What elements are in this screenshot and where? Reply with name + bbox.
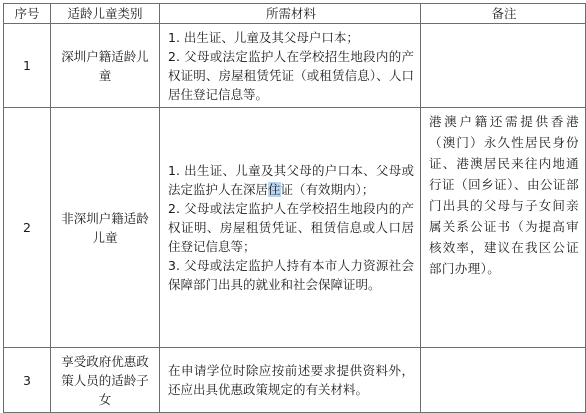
material-item — [168, 161, 414, 199]
material-text: 证（有效期内）； — [280, 182, 375, 197]
row-number: 1 — [4, 24, 51, 108]
header-no: 序号 — [4, 4, 51, 24]
row-number: 3 — [4, 348, 51, 413]
row-note-cell — [421, 108, 586, 348]
material-item: 在申请学位时除应按前述要求提供资料外，还应出具优惠政策规定的有关材料。 — [168, 363, 414, 397]
header-notes: 备注 — [421, 4, 586, 24]
material-item: 2. 父母或法定监护人在学校招生地段内的产权证明、房屋租赁凭证（或租赁信息）、人口居住登记信息等。 — [168, 48, 414, 102]
material-item: 2. 父母或法定监护人在学校招生地段内的产权证明、房屋租赁凭证、租赁信息或人口居住登记信息等； — [168, 201, 414, 254]
row-note: 港澳户籍还需提供香港（澳门）永久性居民身份证、港澳居民来往内地通行证（回乡证）、由公证部门出具的父母与子女间亲属关系公证书（为提高审核效率，建议在我区公证部门办理）。 — [429, 114, 579, 276]
text-selection-highlight[interactable]: 住 — [268, 182, 281, 197]
row-materials — [160, 24, 421, 108]
row-type: 深圳户籍适龄儿童 — [61, 48, 149, 83]
document-table-container — [3, 3, 579, 413]
row-materials — [160, 108, 421, 348]
material-text: 1. 出生证、儿童及其父母的户口本、父母或法定监护人在深居 — [168, 163, 414, 197]
table-row — [4, 108, 586, 348]
row-type: 享受政府优惠政策人员的适龄子女 — [61, 353, 149, 407]
row-type-cell — [51, 348, 160, 413]
enrollment-materials-table — [3, 3, 586, 413]
table-row — [4, 24, 586, 108]
row-type: 非深圳户籍适龄儿童 — [61, 210, 149, 245]
row-note — [421, 24, 586, 108]
header-materials: 所需材料 — [160, 4, 421, 24]
table-header-row — [4, 4, 586, 24]
row-materials — [160, 348, 421, 413]
row-type-cell — [51, 108, 160, 348]
material-item: 3. 父母或法定监护人持有本市人力资源社会保障部门出具的就业和社会保障证明。 — [168, 258, 414, 292]
row-note — [421, 348, 586, 413]
table-row — [4, 348, 586, 413]
row-number: 2 — [4, 108, 51, 348]
material-item: 1. 出生证、儿童及其父母户口本； — [168, 29, 359, 45]
row-type-cell — [51, 24, 160, 108]
header-type: 适龄儿童类别 — [51, 4, 160, 24]
